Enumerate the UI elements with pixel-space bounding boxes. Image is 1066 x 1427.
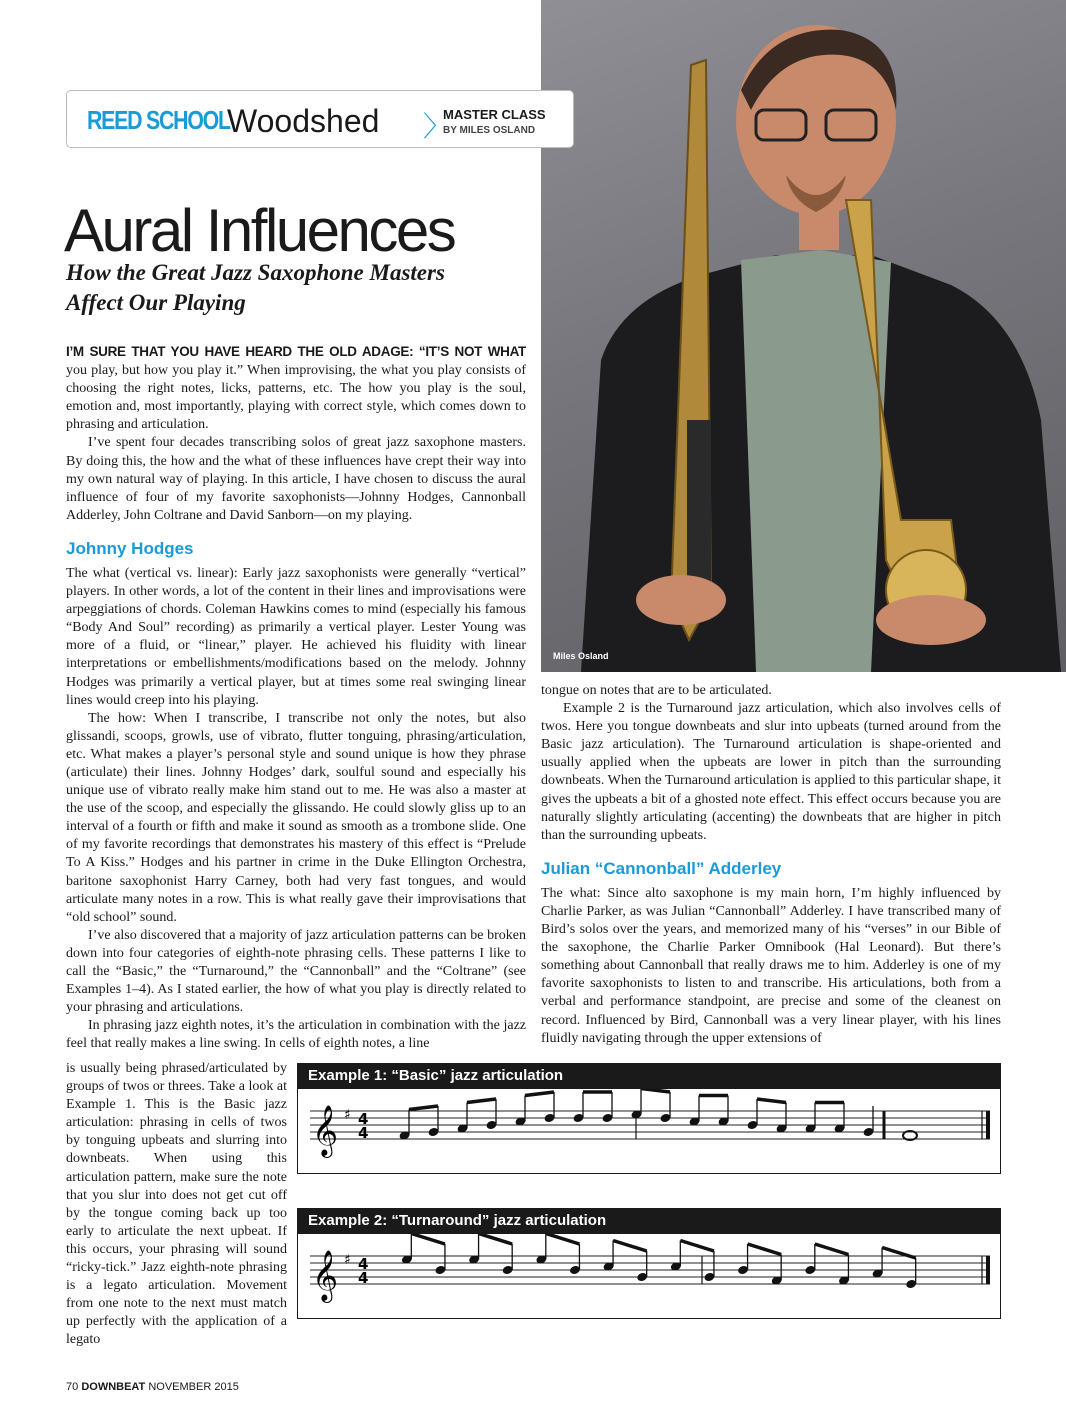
time-signature-bottom: 4 xyxy=(358,1269,369,1287)
treble-clef-icon: 𝄞 xyxy=(312,1105,339,1156)
beam xyxy=(748,1244,782,1255)
photo-miles-osland xyxy=(541,0,1066,672)
page-number: 70 xyxy=(66,1381,79,1393)
intro-column xyxy=(66,344,526,1053)
article-subtitle: How the Great Jazz Saxophone Masters Affect Our Playing xyxy=(66,260,445,315)
time-signature-top: 4 xyxy=(358,1255,369,1273)
portrait-illustration xyxy=(541,0,1066,672)
photo-caption: Miles Osland xyxy=(553,651,609,661)
beam xyxy=(411,1234,445,1244)
treble-clef-icon: 𝄞 xyxy=(312,1250,339,1301)
beam xyxy=(546,1234,580,1244)
section-header xyxy=(66,90,574,148)
beam xyxy=(641,1089,670,1092)
example-2-staff xyxy=(298,1234,998,1316)
reed-school-label: REED SCHOOL xyxy=(87,105,230,135)
hodges-paragraph-4: In phrasing jazz eighth notes, it’s the articulation in combination with the jazz feel that really makes a line swing. In cells of eighth notes, a line xyxy=(66,1018,526,1052)
hodges-paragraph-1: The what (vertical vs. linear): Early jazz saxophonists were generally “vertical” players. In other words, a lot of the content in their lines and improvisations were arpeggiations of chords. Coleman Hawkins comes to mind (especially his famous “Body And Soul” recording) as primarily a vertical player. Lester Young was more of a fluid, or “linear,” player. He achieved his fluidity with linear interpretations or embellishments/modifications based on the melody. Johnny Hodges was primarily a vertical player, but at times some real swinging linear lines would creep into his playing. xyxy=(66,565,526,708)
hodges-paragraph-3: I’ve also discovered that a majority of jazz articulation patterns can be broken down into four categories of eighth-note phrasing cells. These patterns I like to call the “Basic,” the “Turnaround,” the “Cannonball” and the “Coltrane” (see Examples 1–4). As I stated earlier, the how of what you play is directly related to your phrasing and articulations. xyxy=(66,927,526,1016)
hodges-paragraph-4-cont: is usually being phrased/articulated by groups of twos or threes. Take a look at Example 1. This is the Basic jazz articulation: phrasing in cells of twos by tonguing upbeats and slurring into downbeats. When using this articulation pattern, make sure the note that you slur into does not get cut off by the tongue coming back up too early to articulate the next upbeat. If this occurs, your phrasing will sound “ricky-tick.” Jazz eighth-note phrasing is a legato articulation. Movement from one note to the next must match up perfectly with the application of a legato xyxy=(66,1061,287,1348)
chevron-right-icon: 〉 xyxy=(423,111,452,142)
time-signature-bottom: 4 xyxy=(358,1124,369,1142)
heading-cannonball-adderley: Julian “Cannonball” Adderley xyxy=(541,858,782,878)
lead-in: I’M SURE THAT YOU HAVE HEARD THE OLD ADAGE: “IT’S NOT WHAT xyxy=(66,344,526,359)
time-signature-top: 4 xyxy=(358,1110,369,1128)
key-signature-sharp: ♯ xyxy=(344,1107,351,1123)
right-paragraph-1: Example 2 is the Turnaround jazz articulation, which also involves cells of twos. Here you tongue downbeats and slur into upbeats (turned around from the Basic jazz articulation). The Turnaround articulation is shape-oriented and usually applied when the upbeats are lower in pitch than the surrounding downbeats. When the Turnaround articulation is applied to this particular shape, it gives the upbeats a bit of a ghosted note effect. This effect occurs because you are naturally slightly articulating (accenting) the downbeats that are higher in pitch than the surrounding upbeats. xyxy=(541,701,1001,843)
beam xyxy=(613,1241,647,1252)
beam xyxy=(525,1092,554,1096)
key-signature-sharp: ♯ xyxy=(344,1252,351,1268)
byline: BY MILES OSLAND xyxy=(443,125,536,136)
example-1 xyxy=(297,1063,1001,1174)
example-1-title: Example 1: “Basic” jazz articulation xyxy=(298,1064,1000,1089)
example-2 xyxy=(297,1208,1001,1319)
beam xyxy=(757,1099,786,1103)
page-footer xyxy=(66,1381,239,1393)
beam xyxy=(680,1241,714,1252)
hodges-continuation xyxy=(66,1060,287,1350)
issue-date: NOVEMBER 2015 xyxy=(148,1381,239,1393)
intro-paragraph-1: you play, but how you play it.” When improvising, the what you play consists of choosing the right notes, licks, patterns, etc. The how you play is the soul, emotion and, most importantly, playing with correct style, which comes down to phrasing and articulation. xyxy=(66,363,526,433)
right-paragraph-0: tongue on notes that are to be articulated. xyxy=(541,683,772,698)
example-2-title: Example 2: “Turnaround” jazz articulation xyxy=(298,1209,1000,1234)
intro-paragraph-2: I’ve spent four decades transcribing solos of great jazz saxophone masters. By doing this, the how and the what of these influences have crept their way into my own natural way of playing. In this article, I have chosen to discuss the aural influence of four of my favorite saxophonists—Johnny Hodges, Cannonball Adderley, John Coltrane and David Sanborn—on my playing. xyxy=(66,435,526,523)
magazine-name: DOWNBEAT xyxy=(81,1381,146,1393)
right-paragraph-2: The what: Since alto saxophone is my main horn, I’m highly influenced by Charlie Parker, as was Julian “Cannonball” Adderley. I have transcribed many of Bird’s solos over the years, and memorized many of his “verses” in our Bible of the saxophone, the Charlie Parker Omnibook (Hal Leonard). But there’s something about Cannonball that really draws me to him. Adderley is one of my favorite saxophonists to listen to and transcribe. His articulations, both from a verbal and performance standpoint, are precise and some of the cleanest on record. Influenced by Bird, Cannonball was a very linear player, with his lines fluidly navigating through the upper extensions of xyxy=(541,885,1001,1046)
heading-johnny-hodges: Johnny Hodges xyxy=(66,538,194,558)
right-column xyxy=(541,682,1001,1048)
woodshed-label: Woodshed xyxy=(227,103,380,139)
beam xyxy=(467,1099,496,1103)
master-class-label: MASTER CLASS xyxy=(443,107,546,122)
article-title: Aural Influences xyxy=(64,197,455,264)
beam xyxy=(479,1234,513,1244)
beam xyxy=(815,1244,849,1255)
example-1-staff xyxy=(298,1089,998,1171)
hodges-paragraph-2: The how: When I transcribe, I transcribe not only the notes, but also glissandi, scoops, growls, use of vibrato, flutter tonguing, phrasing/articulation, etc. What makes a player’s personal style and sound unique is how they phrase (articulate) their lines. Johnny Hodges’ dark, soulful sound and especially his unique use of vibrato really make him stand out to me. He was also a master at the use of the scoop, and especially the glissando. He could slowly gliss up to an interval of a fourth or fifth and make it sound as smooth as a trombone slide. One of my favorite recordings that demonstrates his mastery of this effect is “Prelude To A Kiss.” Hodges and his partner in crime in the Duke Ellington Orchestra, baritone saxophonist Harry Carney, both had very fast tongues, and would articulate many notes in a row. This is what really gave their improvisations that “old school” sound. xyxy=(66,710,526,925)
beam xyxy=(409,1106,438,1110)
